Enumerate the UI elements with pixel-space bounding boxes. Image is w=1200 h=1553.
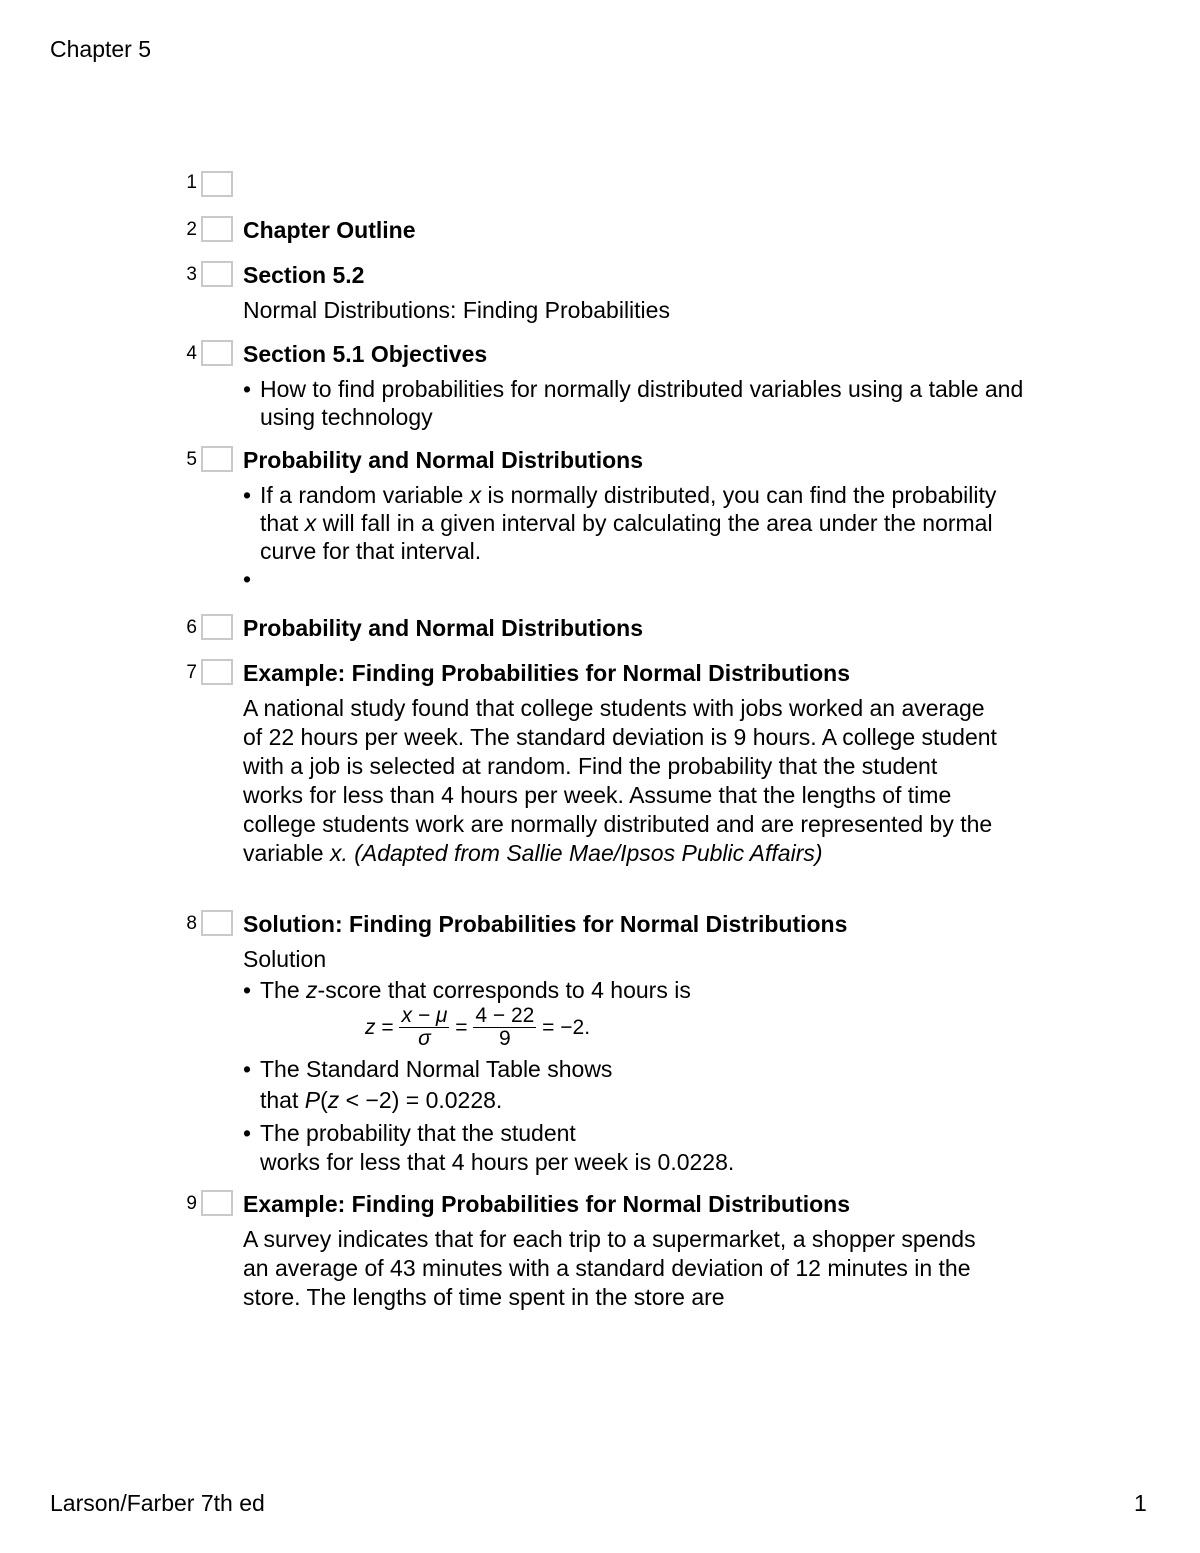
slide-thumbnail: [201, 261, 233, 287]
solution-label: Solution: [243, 946, 327, 972]
slide-number: 8: [186, 913, 197, 934]
variable: z: [327, 1087, 340, 1113]
numerator: x − μ: [401, 1004, 448, 1027]
slide-number: 3: [186, 264, 197, 285]
slide-body: A survey indicates that for each trip to a supermarket, a shopper spends an average of 43 minutes with a standard deviation of 12 minutes in the store. The lengths of time spent in the store are: [243, 1226, 976, 1310]
text-line: • The probability that the student: [260, 1120, 576, 1146]
text-line: • The Standard Normal Table shows: [260, 1056, 613, 1082]
slide-number: 2: [186, 219, 197, 240]
footer-page-number: 1: [1134, 1490, 1147, 1516]
slide-title: Chapter Outline: [243, 217, 416, 243]
slide-thumbnail: [201, 171, 233, 197]
page-header: Chapter 5: [50, 36, 152, 62]
slide-title: Example: Finding Probabilities for Normal Distributions: [243, 660, 851, 686]
bullet-item: [243, 976, 1033, 1005]
slide-title: Section 5.1 Objectives: [243, 341, 488, 367]
variable: z: [306, 977, 318, 1003]
slide-number: 9: [186, 1193, 197, 1214]
slide-thumbnail: [201, 446, 233, 472]
slide-body: [243, 694, 1003, 868]
fraction-numeric: [473, 1005, 536, 1050]
slide-number: 7: [186, 662, 197, 683]
variable: P: [304, 1087, 321, 1113]
slide-subtitle: Normal Distributions: Finding Probabilities: [243, 297, 670, 323]
text-line: works for less that 4 hours per week is 0.0228.: [260, 1149, 735, 1175]
denominator: 9: [498, 1027, 511, 1050]
formula-eq: =: [375, 1016, 394, 1039]
slide-thumbnail: [201, 216, 233, 242]
slide-title: Example: Finding Probabilities for Normal Distributions: [243, 1191, 851, 1217]
slide-number: 6: [186, 617, 197, 638]
slide-title: Probability and Normal Distributions: [243, 615, 643, 641]
text-run: If a random variable: [260, 482, 470, 508]
denominator: σ: [418, 1027, 431, 1050]
text-line: [260, 1086, 1033, 1115]
slide-number: 5: [186, 449, 197, 470]
slide-thumbnail: [201, 659, 233, 685]
text-run: (: [320, 1087, 328, 1113]
bullet-item: [243, 1055, 1033, 1115]
formula-eq: =: [449, 1016, 468, 1039]
source-note: (Adapted from Sallie Mae/Ipsos Public Affairs): [347, 840, 823, 866]
text-run: that: [260, 1087, 305, 1113]
slide-thumbnail: [201, 910, 233, 936]
slide-number: 1: [186, 172, 197, 193]
numerator: 4 − 22: [475, 1004, 535, 1027]
variable: x: [304, 510, 317, 536]
slide-thumbnail: [201, 614, 233, 640]
slide-number: 4: [186, 343, 197, 364]
bullet-item: [243, 481, 1033, 565]
text-run: is normally distributed, you can find the probability that: [260, 482, 997, 536]
fraction-symbolic: [399, 1005, 449, 1050]
variable: x.: [329, 840, 348, 866]
formula-result: = −2.: [536, 1016, 591, 1039]
bullet-item-empty: [243, 565, 1033, 593]
bullet-item: • How to find probabilities for normally distributed variables using a table and using technology: [243, 375, 1033, 431]
formula-var: z: [365, 1016, 376, 1039]
text-run: A national study found that college students with jobs worked an average of 22 hours per week. The standard deviation is 9 hours. A college student with a job is selected at random. Find the probability that the student works for less than 4 hours per week. Assume that the lengths of time college students work are normally distributed and are represented by the variable: [243, 695, 997, 866]
footer-edition: Larson/Farber 7th ed: [50, 1490, 265, 1516]
text-run: < −2) = 0.0228.: [339, 1087, 503, 1113]
bullet-item: [243, 1119, 1033, 1177]
z-score-formula: [243, 1005, 1033, 1051]
slide-title: Section 5.2: [243, 262, 365, 288]
slide-title: Solution: Finding Probabilities for Normal Distributions: [243, 911, 848, 937]
text-run: -score that corresponds to 4 hours is: [317, 977, 691, 1003]
text-run: will fall in a given interval by calculating the area under the normal curve for that interval.: [260, 510, 993, 564]
slide-thumbnail: [201, 1190, 233, 1216]
slide-title: Probability and Normal Distributions: [243, 447, 643, 473]
text-run: The: [260, 977, 307, 1003]
slide-thumbnail: [201, 340, 233, 366]
variable: x: [469, 482, 482, 508]
